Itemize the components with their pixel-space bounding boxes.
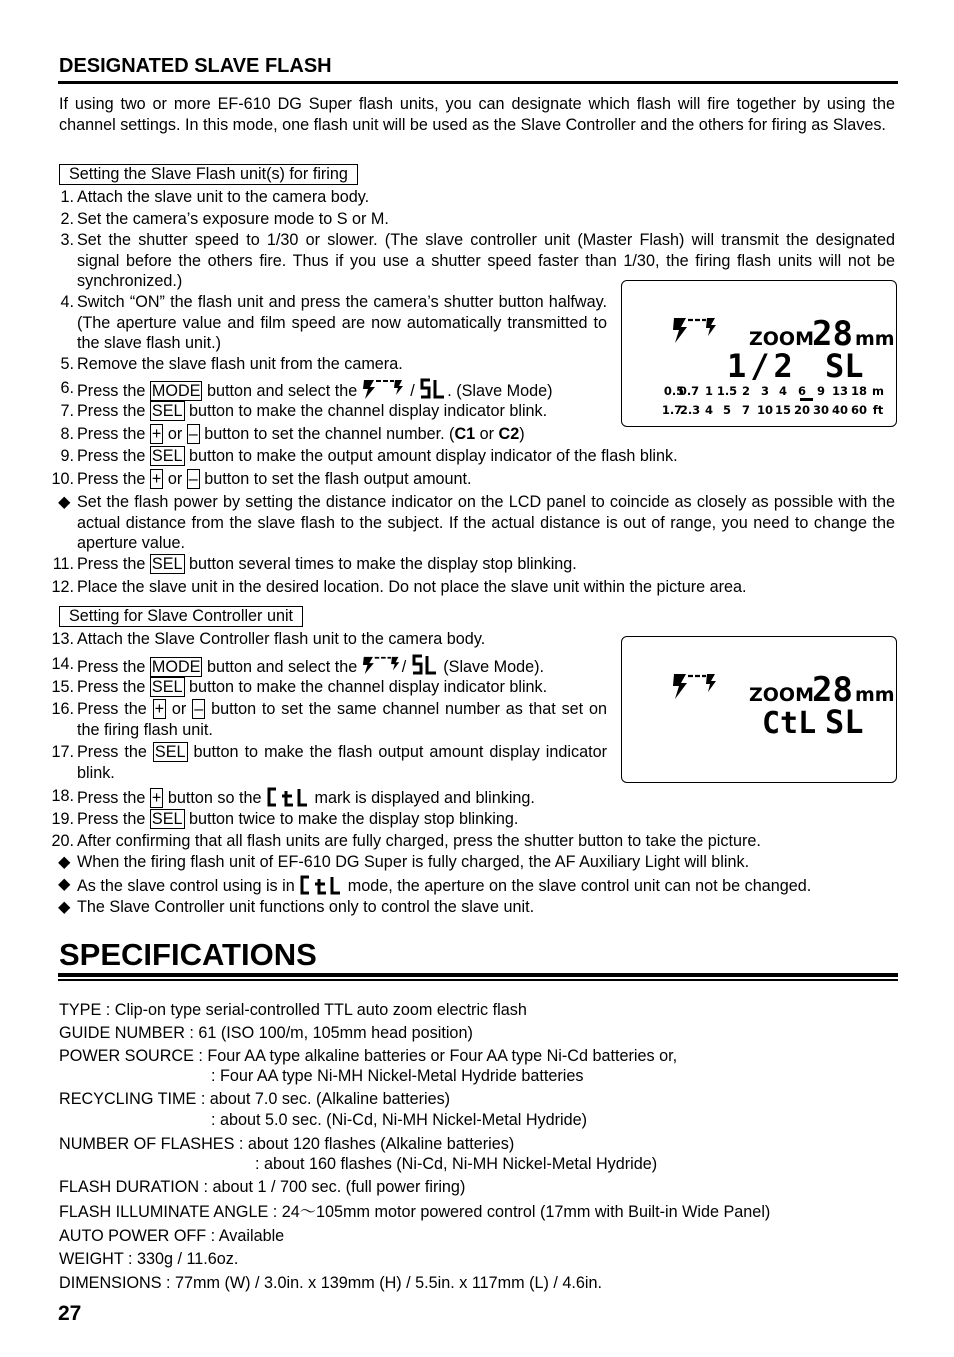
sel-button-label: SEL [151,555,183,573]
controller-setting-heading [59,606,303,627]
spec-illuminate-angle: FLASH ILLUMINATE ANGLE : 24～105mm motor powered control (17mm with Built-in Wide Panel) [59,1203,771,1221]
lcd-meter-tick-label: 9 [816,384,826,398]
step-number: 19. [51,810,74,828]
step-4-text: Switch “ON” the flash unit and press the camera’s shutter button halfway. (The aperture value and film speed are now automatically transmitted to the slave flash unit.) [77,293,607,352]
note-1-text: Set the flash power by setting the distance indicator on the LCD panel to coincide as closely as possible with the actual distance from the slave flash to the subject. If the actual distance is out of range, you need to change the aperture value. [77,493,895,552]
lcd-focal-length: 28 [812,314,853,354]
slave-flash-icon [673,318,716,343]
lcd-power-value: 1/2 [727,347,797,385]
step-13-text: Attach the Slave Controller flash unit to the camera body. [77,630,486,648]
step-number: 5. [60,355,74,373]
step-7-text [77,401,547,422]
minus-button-label: – [194,700,204,718]
spec-number-of-flashes-alt: : about 160 flashes (Ni-Cd, Ni-MH Nickel-Metal Hydride) [255,1155,658,1173]
slave-setting-label: Setting the Slave Flash unit(s) for firing [59,164,358,185]
step-text: button and select the [206,382,358,400]
lcd-meter-tick-label: 0.7 [678,384,700,398]
lcd-meter-scale [664,384,884,398]
lcd-feet-tick-label: 30 [812,403,830,417]
step-9-text [77,446,678,467]
step-text: or [167,470,183,488]
step-text: button several times to make the display stop blinking. [189,555,577,573]
sel-button-label: SEL [151,402,183,420]
plus-button-label: + [151,470,162,488]
slave-flash-icon [362,654,402,676]
step-text: Press the [77,700,147,718]
step-11-text [77,554,577,575]
step-text: Press the [77,678,146,696]
step-6-text [77,378,553,402]
distance-indicator-mark [800,398,813,401]
step-text: Press the [77,447,146,465]
lcd-feet-tick-label: ft [872,403,884,417]
lcd-feet-tick-label: 2.3 [679,403,701,417]
step-18-text [77,786,535,809]
step-number: 3. [60,231,74,249]
step-number: 17. [51,743,74,761]
step-text: / [410,382,415,400]
step-5-text: Remove the slave flash unit from the camera. [77,355,403,373]
intro-paragraph: If using two or more EF-610 DG Super flash units, you can designate which flash will fire together by using the channel settings. In this mode, one flash unit will be used as the Slave Controller and the others for firing as Slaves. [59,95,895,134]
step-text: Press the [77,743,147,761]
sl-mode-icon [419,378,447,400]
step-number: 15. [51,678,74,696]
spec-recycling-time: RECYCLING TIME : about 7.0 sec. (Alkaline batteries) [59,1090,451,1108]
lcd-meter-tick-label: 1 [704,384,714,398]
lcd-zoom-label: ZOOM [749,684,814,706]
step-text: Press the [77,658,146,676]
step-text: mode, the aperture on the slave control unit can not be changed. [347,877,812,895]
lcd-feet-tick-label: 5 [722,403,732,417]
step-number: 9. [60,447,74,465]
page-number: 27 [58,1302,82,1325]
lcd-mm-label: mm [855,684,895,706]
step-number: 11. [52,555,74,573]
step-14-text [77,654,544,678]
spec-type: TYPE : Clip-on type serial-controlled TTL auto zoom electric flash [59,1001,527,1019]
lcd-meter-tick-label: 1.5 [716,384,738,398]
plus-button-label: + [151,425,162,443]
step-text: or [167,425,183,443]
step-text: button to set the same channel number as that set on the firing flash unit. [77,700,608,739]
step-number: 12. [51,578,74,596]
step-15-text [77,677,547,698]
step-8-text [77,424,525,445]
slave-flash-icon [673,674,716,699]
step-text: Press the [77,789,146,807]
step-number: 4. [60,293,74,311]
step-text: Press the [77,555,146,573]
step-17-text [77,742,607,783]
step-text: button to make the output amount display indicator of the flash blink. [189,447,678,465]
step-number: 2. [60,210,74,228]
lcd-meter-tick-label: m [872,384,884,398]
spec-flash-duration: FLASH DURATION : about 1 / 700 sec. (full power firing) [59,1178,466,1196]
spec-auto-power-off: AUTO POWER OFF : Available [59,1227,285,1245]
ctl-mark-icon [266,786,310,808]
step-number: 14. [51,655,74,673]
step-number: 10. [51,470,74,488]
minus-button-label: – [188,425,198,443]
step-number: 20. [51,832,74,850]
lcd-feet-tick-label: 10 [756,403,774,417]
channel-c2: C2 [498,425,520,443]
bullet-icon: ◆ [58,875,71,893]
bullet-icon: ◆ [58,898,71,916]
spec-power-source-alt: : Four AA type Ni-MH Nickel-Metal Hydride batteries [211,1067,584,1085]
spec-power-source: POWER SOURCE : Four AA type alkaline batteries or Four AA type Ni-Cd batteries or, [59,1047,678,1065]
step-number: 7. [60,402,74,420]
lcd-display [622,281,898,428]
section-title: DESIGNATED SLAVE FLASH [59,55,332,77]
step-text: button so the [167,789,262,807]
plus-button-label: + [151,789,162,807]
lcd-feet-tick-label: 40 [831,403,849,417]
step-16-text [77,699,607,740]
step-text: button to make the flash output amount display indicator blink. [77,743,607,782]
step-1-text: Attach the slave unit to the camera body. [77,188,370,206]
step-20-text: After confirming that all flash units are fully charged, press the shutter button to take the picture. [77,832,761,850]
plus-button-label: + [154,700,165,718]
lcd-meter-tick-label: 3 [760,384,770,398]
step-text: Press the [77,470,146,488]
step-number: 16. [51,700,74,718]
step-text: button to set the channel number. ( [204,425,455,443]
lcd-meter-tick-label: 2 [741,384,751,398]
slave-flash-icon [362,378,406,400]
step-text: (Slave Mode). [443,658,545,676]
lcd-meter-tick-label: 13 [831,384,849,398]
ctl-mark-icon [299,874,343,896]
sel-button-label: SEL [151,447,183,465]
specs-title-rule-thin [58,979,898,981]
step-text: ) [519,425,525,443]
lcd-feet-tick-label: 20 [793,403,811,417]
step-number: 6. [60,379,74,397]
lcd-panel-slave [621,280,897,427]
step-12-text: Place the slave unit in the desired location. Do not place the slave unit within the picture area. [77,578,747,596]
slave-setting-heading [59,164,358,185]
step-number: 8. [60,425,74,443]
specs-title: SPECIFICATIONS [59,937,317,972]
lcd-panel-controller [621,636,897,783]
step-number: 13. [51,630,74,648]
spec-recycling-time-alt: : about 5.0 sec. (Ni-Cd, Ni-MH Nickel-Metal Hydride) [211,1111,588,1129]
mode-button-label: MODE [151,382,201,400]
lcd-display [622,637,898,784]
sel-button-label: SEL [154,743,186,761]
step-number: 18. [51,787,74,805]
note-4-text: The Slave Controller unit functions only to control the slave unit. [77,898,535,916]
lcd-sl-value: SL [825,347,864,385]
step-text: button to make the channel display indicator blink. [189,678,548,696]
step-10-text [77,469,472,490]
lcd-mm-label: mm [855,328,895,350]
step-text: mark is displayed and blinking. [314,789,535,807]
step-text: Press the [77,425,146,443]
spec-guide-number: GUIDE NUMBER : 61 (ISO 100/m, 105mm head position) [59,1024,473,1042]
step-19-text [77,809,518,830]
sel-button-label: SEL [151,678,183,696]
lcd-meter-tick-label: 18 [850,384,868,398]
note-2-text: When the firing flash unit of EF-610 DG Super is fully charged, the AF Auxiliary Light will blink. [77,853,750,871]
lcd-feet-scale [662,403,884,417]
section-title-rule [58,81,898,84]
bullet-icon: ◆ [58,493,71,511]
step-text: / [401,658,407,676]
step-3-text: Set the shutter speed to 1/30 or slower. (The slave controller unit (Master Flash) will transmit the designated signal before the others fire. Thus if you use a shutter speed faster than 1/30, the firing flash units will not be synchronized.) [77,231,895,290]
lcd-meter-tick-label: 6 [797,384,807,398]
lcd-feet-tick-label: 4 [704,403,714,417]
lcd-focal-length: 28 [812,670,853,710]
step-text: . (Slave Mode) [447,382,553,400]
lcd-sl-value: SL [825,703,864,741]
step-text: As the slave control using is in [77,877,295,895]
step-text: or [475,425,499,443]
mode-button-label: MODE [151,658,201,676]
lcd-feet-tick-label: 1.7 [661,403,683,417]
sl-mode-icon [411,654,439,676]
step-text: button twice to make the display stop blinking. [189,810,519,828]
lcd-ctl-value: CtL [762,706,817,741]
step-text: button to make the channel display indicator blink. [189,402,548,420]
lcd-feet-tick-label: 15 [774,403,792,417]
note-3-text [77,874,811,897]
step-2-text: Set the camera’s exposure mode to S or M. [77,210,389,228]
sel-button-label: SEL [151,810,183,828]
step-number: 1. [60,188,74,206]
lcd-meter-tick-label: 0.5 [663,384,685,398]
step-text: button and select the [206,658,358,676]
channel-c1: C1 [454,425,476,443]
controller-setting-label: Setting for Slave Controller unit [59,606,303,627]
specs-title-rule-thick [58,973,898,977]
bullet-icon: ◆ [58,853,71,871]
spec-dimensions: DIMENSIONS : 77mm (W) / 3.0in. x 139mm (H) / 5.5in. x 117mm (L) / 4.6in. [59,1274,603,1292]
step-text: Press the [77,402,146,420]
lcd-feet-tick-label: 60 [850,403,868,417]
minus-button-label: – [188,470,198,488]
spec-number-of-flashes: NUMBER OF FLASHES : about 120 flashes (Alkaline batteries) [59,1135,515,1153]
spec-weight: WEIGHT : 330g / 11.6oz. [59,1250,239,1268]
lcd-zoom-label: ZOOM [749,328,814,350]
step-text: button to set the flash output amount. [204,470,472,488]
step-text: or [171,700,187,718]
lcd-feet-tick-label: 7 [741,403,751,417]
step-text: Press the [77,810,146,828]
lcd-meter-tick-label: 4 [778,384,788,398]
step-text: Press the [77,382,146,400]
